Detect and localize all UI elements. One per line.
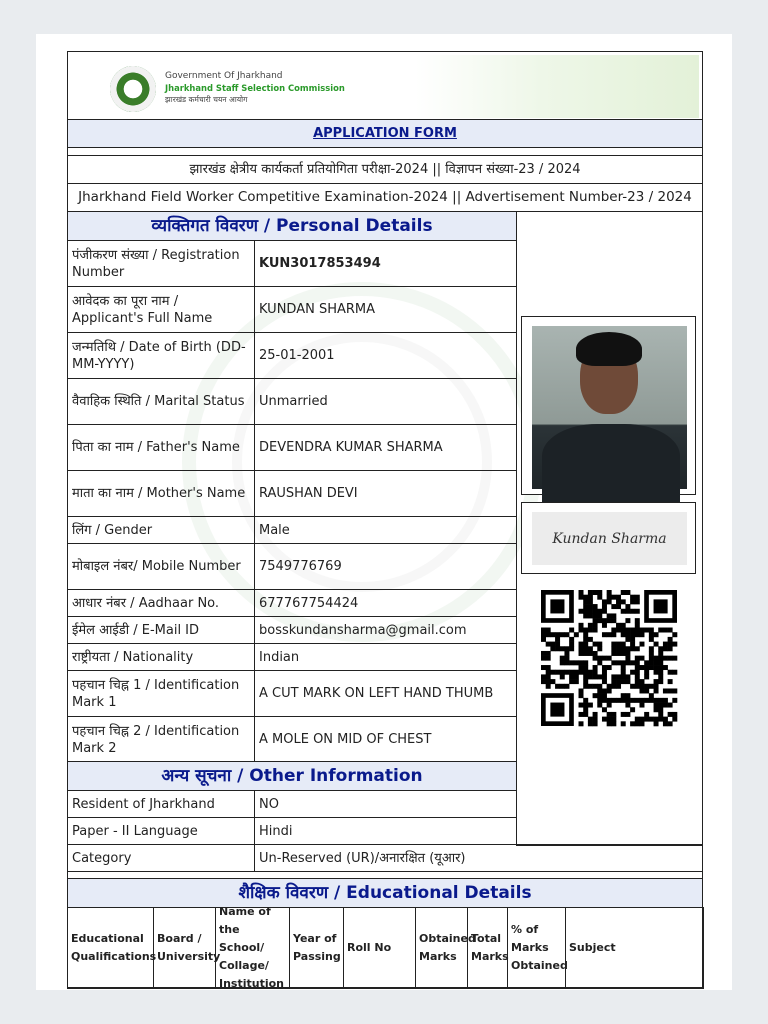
education-column-header: Educational Qualifications — [67, 907, 154, 989]
personal-label: माता का नाम / Mother's Name — [67, 470, 255, 517]
education-column-header: Obtained Marks — [415, 907, 468, 989]
exam-title-hindi: झारखंड क्षेत्रीय कार्यकर्ता प्रतियोगिता परीक्षा-2024 || विज्ञापन संख्या-23 / 2024 — [67, 155, 703, 184]
education-column-header: Roll No — [343, 907, 416, 989]
header-banner — [69, 55, 699, 118]
education-column-header: Name of the School/ Collage/ Institution — [215, 907, 290, 989]
personal-label: मोबाइल नंबर/ Mobile Number — [67, 543, 255, 590]
org-line-3: झारखंड कर्मचारी चयन आयोग — [165, 95, 248, 104]
other-information-heading: अन्य सूचना / Other Information — [67, 761, 517, 791]
education-column-header: Total Marks — [467, 907, 508, 989]
exam-title-english: Jharkhand Field Worker Competitive Examination-2024 || Advertisement Number-23 / 2024 — [67, 183, 703, 212]
personal-value: Unmarried — [254, 378, 517, 425]
education-column-header: Subject — [565, 907, 704, 989]
other-label: Category — [67, 844, 255, 872]
other-value: NO — [254, 790, 517, 818]
educational-details-heading: शैक्षिक विवरण / Educational Details — [67, 878, 703, 908]
personal-label: पहचान चिह्न 1 / Identification Mark 1 — [67, 670, 255, 717]
personal-value: Male — [254, 516, 517, 544]
other-label: Paper - II Language — [67, 817, 255, 845]
personal-value: RAUSHAN DEVI — [254, 470, 517, 517]
qr-code-icon — [538, 590, 680, 726]
personal-value: 677767754424 — [254, 589, 517, 617]
other-value: Un-Reserved (UR)/अनारक्षित (यूआर) — [254, 844, 703, 872]
org-name-block — [165, 70, 345, 106]
personal-label: लिंग / Gender — [67, 516, 255, 544]
personal-label: ईमेल आईडी / E-Mail ID — [67, 616, 255, 644]
org-line-2: Jharkhand Staff Selection Commission — [165, 83, 345, 93]
personal-label: आधार नंबर / Aadhaar No. — [67, 589, 255, 617]
personal-value: A MOLE ON MID OF CHEST — [254, 716, 517, 763]
education-column-header: % of Marks Obtained — [507, 907, 566, 989]
personal-value: 7549776769 — [254, 543, 517, 590]
personal-label: पिता का नाम / Father's Name — [67, 424, 255, 471]
personal-label: पंजीकरण संख्या / Registration Number — [67, 240, 255, 287]
org-line-1: Government Of Jharkhand — [165, 71, 283, 81]
personal-label: वैवाहिक स्थिति / Marital Status — [67, 378, 255, 425]
other-value: Hindi — [254, 817, 517, 845]
personal-label: पहचान चिह्न 2 / Identification Mark 2 — [67, 716, 255, 763]
education-column-header: Board / University — [153, 907, 216, 989]
signature-frame — [521, 502, 696, 574]
applicant-photo-frame — [521, 316, 696, 495]
personal-value: bosskundansharma@gmail.com — [254, 616, 517, 644]
personal-value: Indian — [254, 643, 517, 671]
personal-label: जन्मतिथि / Date of Birth (DD-MM-YYYY) — [67, 332, 255, 379]
applicant-photo — [532, 326, 687, 489]
personal-value: KUN3017853494 — [254, 240, 517, 287]
personal-value: KUNDAN SHARMA — [254, 286, 517, 333]
personal-label: राष्ट्रीयता / Nationality — [67, 643, 255, 671]
application-form-title: APPLICATION FORM — [67, 119, 703, 148]
personal-value: DEVENDRA KUMAR SHARMA — [254, 424, 517, 471]
personal-label: आवेदक का पूरा नाम / Applicant's Full Name — [67, 286, 255, 333]
personal-details-heading: व्यक्तिगत विवरण / Personal Details — [67, 211, 517, 241]
other-label: Resident of Jharkhand — [67, 790, 255, 818]
education-column-header: Year of Passing — [289, 907, 344, 989]
personal-value: A CUT MARK ON LEFT HAND THUMB — [254, 670, 517, 717]
personal-value: 25-01-2001 — [254, 332, 517, 379]
applicant-signature: Kundan Sharma — [532, 512, 687, 565]
jssc-logo-icon — [110, 66, 156, 112]
